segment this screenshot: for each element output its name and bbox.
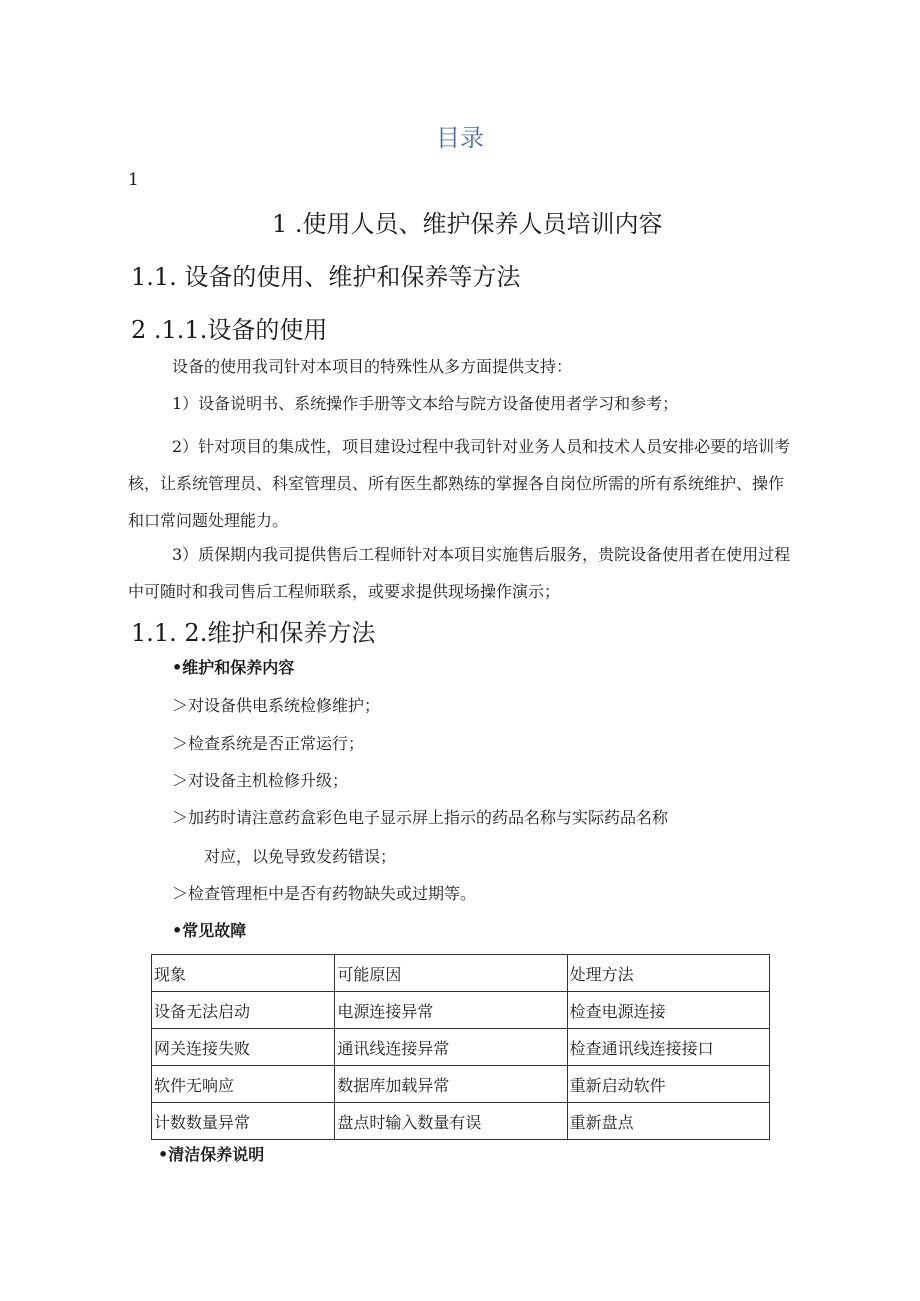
toc-number: 1 [128,170,139,190]
table-cell: 重新启动软件 [567,1066,769,1103]
heading-1-1: 1.1. 设备的使用、维护和保养等方法 [131,263,521,291]
table-cell: 计数数量异常 [152,1103,335,1140]
table-cell: 网关连接失败 [152,1029,335,1066]
table-cell: 电源连接异常 [335,992,567,1029]
table-cell: 检查通讯线连接接口 [567,1029,769,1066]
table-header: 可能原因 [335,955,567,992]
table-row [152,992,770,1029]
toc-title: 目录 [436,124,484,152]
table-cell: 数据库加载异常 [335,1066,567,1103]
table-cell: 检查电源连接 [567,992,769,1029]
table-cell: 软件无响应 [152,1066,335,1103]
table-row [152,1103,770,1140]
table-row [152,1066,770,1103]
list-item: ＞对设备供电系统检修维护； [172,696,381,715]
faults-table [151,954,770,1140]
table-cell: 设备无法启动 [152,992,335,1029]
use-item-3: 3）质保期内我司提供售后工程师针对本项目实施售后服务，贵院设备使用者在使用过程中可随时和我司售后工程师联系，或要求提供现场操作演示； [128,545,791,601]
use-intro: 设备的使用我司针对本项目的特殊性从多方面提供支持： [172,357,573,376]
list-item: ＞加药时请注意药盒彩色电子显示屏上指示的药品名称与实际药品名称 [172,808,669,827]
table-cell: 通讯线连接异常 [335,1029,567,1066]
heading-maintenance: 1.1. 2.维护和保养方法 [131,619,376,647]
bullet-maintenance-content: •维护和保养内容 [172,658,295,677]
bullet-cleaning: •清洁保养说明 [158,1145,265,1164]
table-cell: 盘点时输入数量有误 [335,1103,567,1140]
table-header: 现象 [152,955,335,992]
use-item-2: 2）针对项目的集成性，项目建设过程中我司针对业务人员和技术人员安排必要的培训考核，让系统管理员、科室管理员、所有医生都熟练的掌握各自岗位所需的所有系统维护、操作和口常问题处理能力。 [128,437,791,530]
heading-1: 1 .使用人员、维护保养人员培训内容 [272,210,663,238]
list-item: ＞检查管理柜中是否有药物缺失或过期等。 [172,884,477,903]
bullet-common-faults: •常见故障 [172,921,247,940]
list-item-continuation: 对应，以免导致发药错误； [204,847,397,866]
use-item-1: 1）设备说明书、系统操作手册等文本给与院方设备使用者学习和参考； [172,394,679,413]
list-item: ＞检查系统是否正常运行； [172,734,365,753]
table-row [152,1029,770,1066]
table-header: 处理方法 [567,955,769,992]
table-cell: 重新盘点 [567,1103,769,1140]
list-item: ＞对设备主机检修升级； [172,771,349,790]
heading-equipment-use: 2 .1.1.设备的使用 [131,316,328,344]
table-header-row [152,955,770,992]
